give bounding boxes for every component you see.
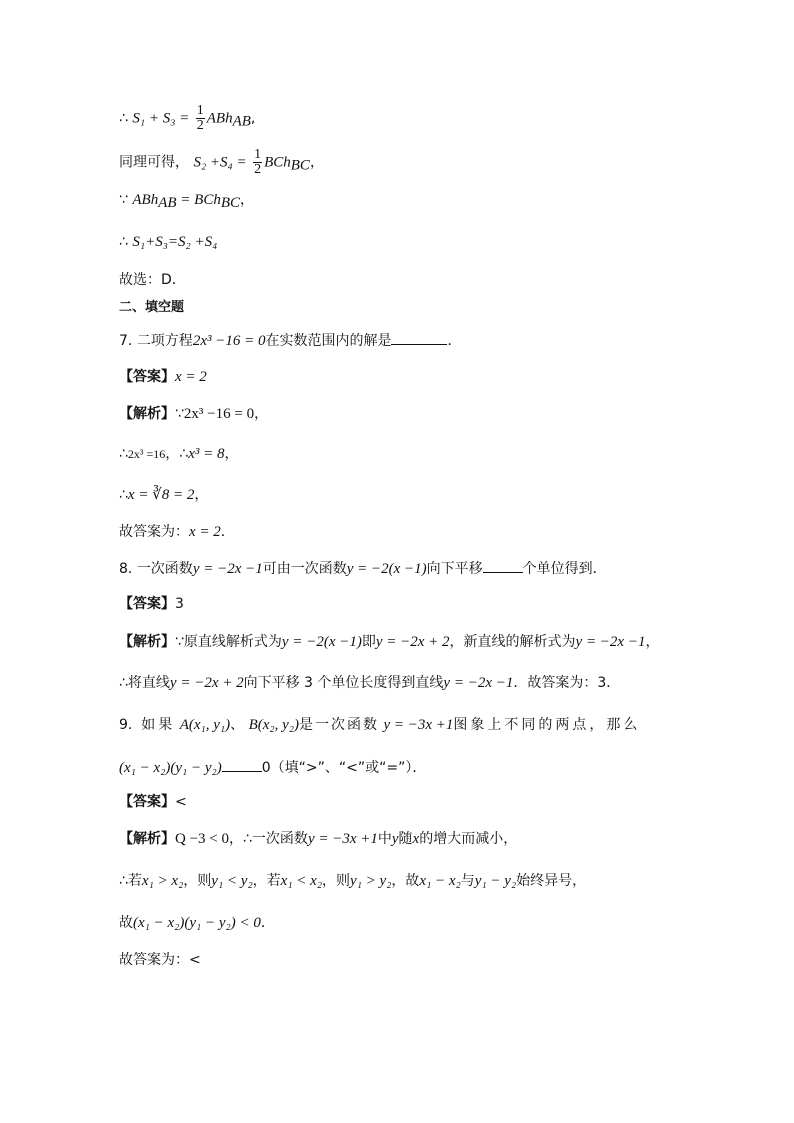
- derivation-line-1: ∴ S₁ + S₃ = $\frac{1}{2}$ ABh$_{AB}$,: [119, 103, 256, 133]
- answer-blank: [222, 757, 262, 772]
- q7-answer: 【答案】x = 2: [119, 369, 207, 385]
- math-expr: S₂ +S₄ =: [193, 154, 247, 171]
- answer-blank: [483, 558, 523, 573]
- q9-explanation-3: 故(x₁ − x₂)(y₁ − y₂) < 0．: [119, 915, 275, 931]
- q9-explanation-4: 故答案为：<: [119, 952, 201, 968]
- fraction: $\frac{1}{2}$: [196, 103, 204, 133]
- q8-answer: 【答案】3: [119, 596, 184, 612]
- q7-explanation-2: ∴2x³ =16，∴x³ = 8，: [119, 446, 239, 462]
- derivation-line-3: ∵ ABh$_{AB}$ = BCh$_{BC}$，: [119, 192, 254, 211]
- q8-explanation-1: 【解析】∵原直线解析式为y = −2(x −1)即y = −2x + 2，新直线的解析式为y = −2x −1，: [119, 634, 660, 650]
- derivation-line-2: 同理可得， S₂ +S₄ = $\frac{1}{2}$ BCh$_{BC}$，: [119, 147, 324, 177]
- question-7: 7. 二项方程2x³ −16 = 0在实数范围内的解是 ．: [119, 330, 461, 351]
- q7-explanation-3: ∴x = ∛8 = 2，: [119, 487, 209, 503]
- section-title: 二、填空题: [119, 300, 185, 315]
- question-9: 9. 如果 A(x₁, y₁)、 B(x₂, y₂)是一次函数 y = −3x +1图象上不同的两点，那么: [119, 717, 641, 733]
- q9-answer: 【答案】<: [119, 794, 187, 810]
- q8-explanation-2: ∴将直线y = −2x + 2向下平移 3 个单位长度得到直线y = −2x −1．故答案为：3．: [119, 675, 621, 691]
- q7-explanation-4: 故答案为：x = 2．: [119, 524, 235, 540]
- question-8: 8. 一次函数y = −2x −1可由一次函数y = −2(x −1)向下平移 个单位得到．: [119, 558, 607, 579]
- answer-blank: [391, 330, 447, 345]
- q7-explanation-1: 【解析】∵2x³ −16 = 0，: [119, 406, 269, 422]
- question-9-line-2: (x₁ − x₂)(y₁ − y₂) 0（填“>”、“<”或“=”）．: [119, 757, 426, 778]
- math-expr: S₁ + S₃ =: [132, 110, 190, 127]
- fraction: $\frac{1}{2}$: [254, 147, 262, 177]
- q9-explanation-1: 【解析】Q −3 < 0，∴一次函数y = −3x +1中y随x的增大而减小，: [119, 831, 518, 847]
- answer-choice-line: 故选：D．: [119, 272, 186, 288]
- q9-explanation-2: ∴若x₁ > x₂，则y₁ < y₂，若x₁ < x₂，则y₁ > y₂，故x₁ − x₂与y₁ − y₂始终异号，: [119, 873, 587, 889]
- derivation-line-4: ∴ S₁+S₃=S₂ +S₄: [119, 234, 218, 250]
